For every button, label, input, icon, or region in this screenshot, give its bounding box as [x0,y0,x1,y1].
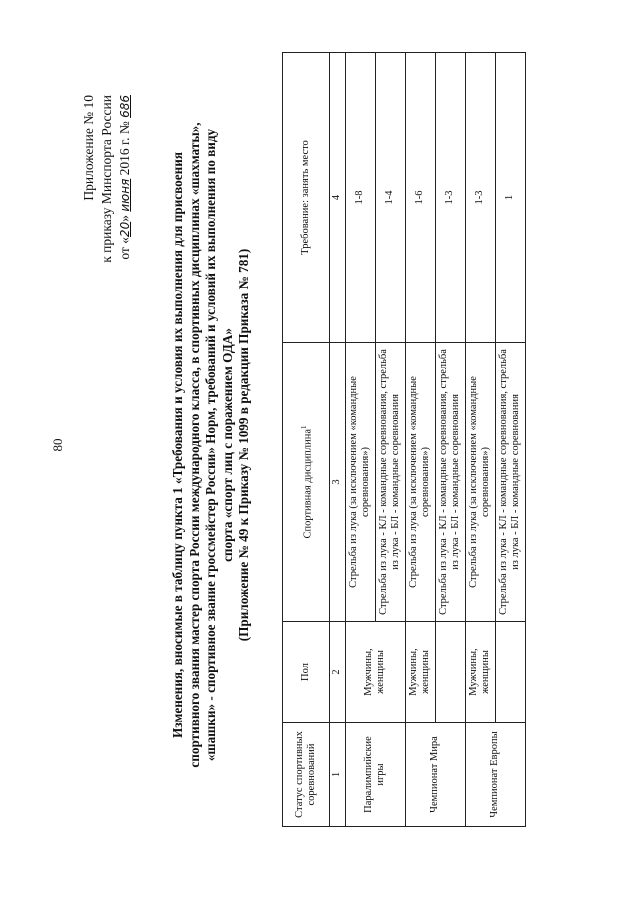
heading-line: Изменения, вносимые в таблицу пункта 1 «Требования и условия их выполнения для присвоения [170,152,185,738]
header-status: Статус спортивных соревнований [283,723,330,827]
status-cell: Чемпионат Европы [465,723,525,827]
column-number-row [330,53,346,827]
place-cell: 1-6 [405,53,435,343]
discipline-cell: Стрельба из лука (за исключением «командные соревнования») [405,343,435,622]
date-mid: » [117,211,132,222]
table-row [345,53,375,827]
table-row [435,53,465,827]
table-row [465,53,495,827]
date-number: 686 [118,95,132,118]
place-cell: 1 [495,53,525,343]
header-sex: Пол [283,622,330,723]
sex-cell: Мужчины, женщины [465,622,495,723]
date-day: 20 [118,221,132,238]
date-year: 2016 г. № [117,117,132,179]
heading-line: спорта «спорт лиц с поражением ОДА» [219,328,235,562]
document-heading [170,45,253,845]
sex-cell: Мужчины, женщины [345,622,405,723]
appendix-block [80,95,134,263]
table-header-row [283,53,330,827]
status-cell: Паралимпийские игры [345,723,405,827]
status-cell: Чемпионат Мира [405,723,465,827]
discipline-cell: Стрельба из лука - КЛ - командные соревнования, стрельба из лука - БЛ - командные соревнования [435,343,465,622]
footnote-mark: 1 [299,425,308,429]
discipline-cell: Стрельба из лука (за исключением «командные соревнования») [465,343,495,622]
column-number: 4 [330,53,346,343]
column-number: 3 [330,343,346,622]
place-cell: 1-3 [435,53,465,343]
header-requirement: Требование: занять место [283,53,330,343]
header-discipline-text: Спортивная дисциплина [302,429,313,539]
date-month: июня [118,178,132,212]
header-discipline [283,343,330,622]
column-number: 1 [330,723,346,827]
place-cell: 1-3 [465,53,495,343]
heading-line: (Приложение № 49 к Приказу № 1099 в редакции Приказа № 781) [236,248,251,642]
appendix-order: к приказу Минспорта России [99,95,114,263]
discipline-cell: Стрельба из лука - КЛ - командные соревнования, стрельба из лука - БЛ - командные соревнования [375,343,405,622]
date-prefix: от « [117,237,132,260]
sex-cell-empty [435,622,465,723]
appendix-date [116,95,134,263]
column-number: 2 [330,622,346,723]
table-row [495,53,525,827]
place-cell: 1-8 [345,53,375,343]
sex-cell-empty [495,622,525,723]
place-cell: 1-4 [375,53,405,343]
heading-line: «шашки» - спортивное звание гроссмейстер России» Норм, требований и условий их выполнения по виду [203,128,218,762]
discipline-cell: Стрельба из лука (за исключением «командные соревнования») [345,343,375,622]
table-row [405,53,435,827]
discipline-cell: Стрельба из лука - КЛ - командные соревнования, стрельба из лука - БЛ - командные соревнования [495,343,525,622]
requirements-table [282,52,526,827]
appendix-title: Приложение № 10 [81,95,96,201]
heading-line: спортивного звания мастер спорта России международного класса, в спортивных дисциплинах «шахматы», [186,122,202,768]
page-number: 80 [50,438,65,452]
sex-cell: Мужчины, женщины [405,622,435,723]
